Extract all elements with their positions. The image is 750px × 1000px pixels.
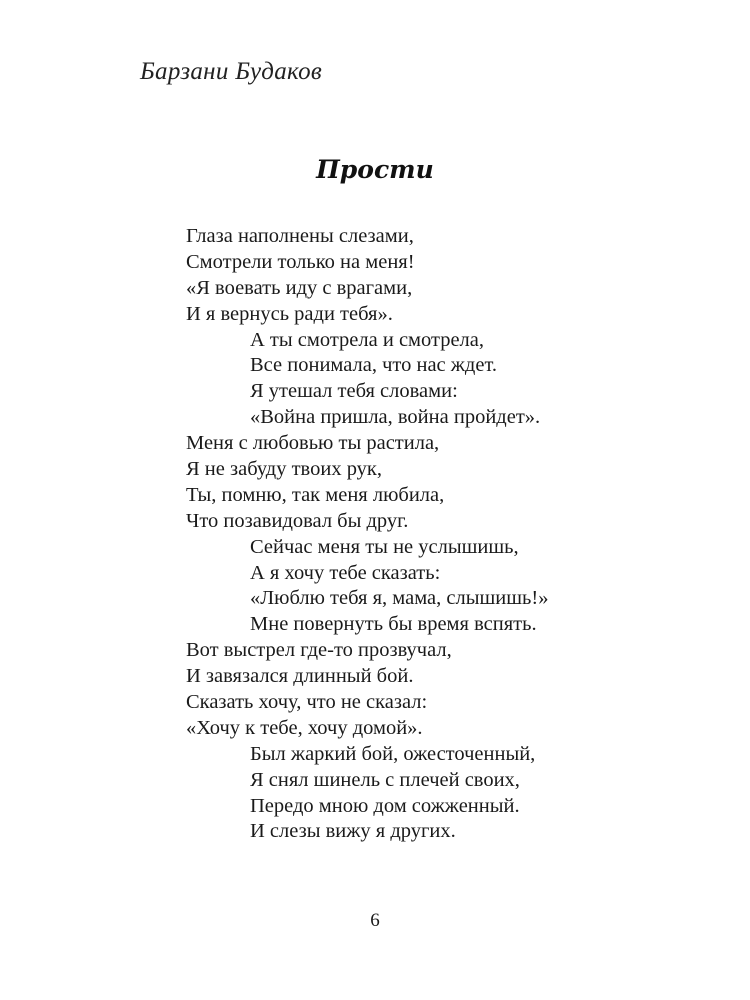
poem-line: А ты смотрела и смотрела, bbox=[250, 328, 485, 351]
poem-line: Смотрели только на меня! bbox=[186, 250, 415, 273]
poem-line: Мне повернуть бы время вспять. bbox=[250, 613, 537, 636]
author-name: Барзани Будаков bbox=[140, 58, 323, 85]
poem-line: «Хочу к тебе, хочу домой». bbox=[186, 716, 423, 739]
poem-line: Все понимала, что нас ждет. bbox=[250, 354, 498, 377]
poem-line: Что позавидовал бы друг. bbox=[186, 509, 409, 532]
poem-line: Я снял шинель с плечей своих, bbox=[250, 768, 520, 791]
poem-line: И слезы вижу я других. bbox=[250, 820, 456, 843]
poem-line: Глаза наполнены слезами, bbox=[186, 225, 414, 247]
poem-line: «Война пришла, война пройдет». bbox=[250, 406, 541, 429]
poem-line: Вот выстрел где-то прозвучал, bbox=[186, 639, 452, 662]
poem-line: Меня с любовью ты растила, bbox=[186, 432, 440, 455]
poem-line: Передо мною дом сожженный. bbox=[250, 794, 520, 817]
poem-line: А я хочу тебе сказать: bbox=[250, 561, 441, 584]
poem-line: «Я воевать иду с врагами, bbox=[186, 276, 413, 299]
poem-title: Прости bbox=[316, 155, 434, 184]
poem-line: Сейчас меня ты не услышишь, bbox=[250, 535, 519, 558]
poem-body bbox=[186, 224, 548, 845]
poem-line: Был жаркий бой, ожесточенный, bbox=[250, 742, 536, 765]
poem-line: Я не забуду твоих рук, bbox=[186, 458, 383, 481]
poem-line: «Люблю тебя я, мама, слышишь!» bbox=[250, 587, 549, 610]
poem-line: Сказать хочу, что не сказал: bbox=[186, 691, 428, 714]
poem-line: И я вернусь ради тебя». bbox=[186, 302, 393, 325]
poem-line: Ты, помню, так меня любила, bbox=[186, 483, 445, 506]
page-number: 6 bbox=[370, 910, 380, 931]
poem-line: И завязался длинный бой. bbox=[186, 665, 414, 688]
poem-line: Я утешал тебя словами: bbox=[250, 380, 458, 403]
